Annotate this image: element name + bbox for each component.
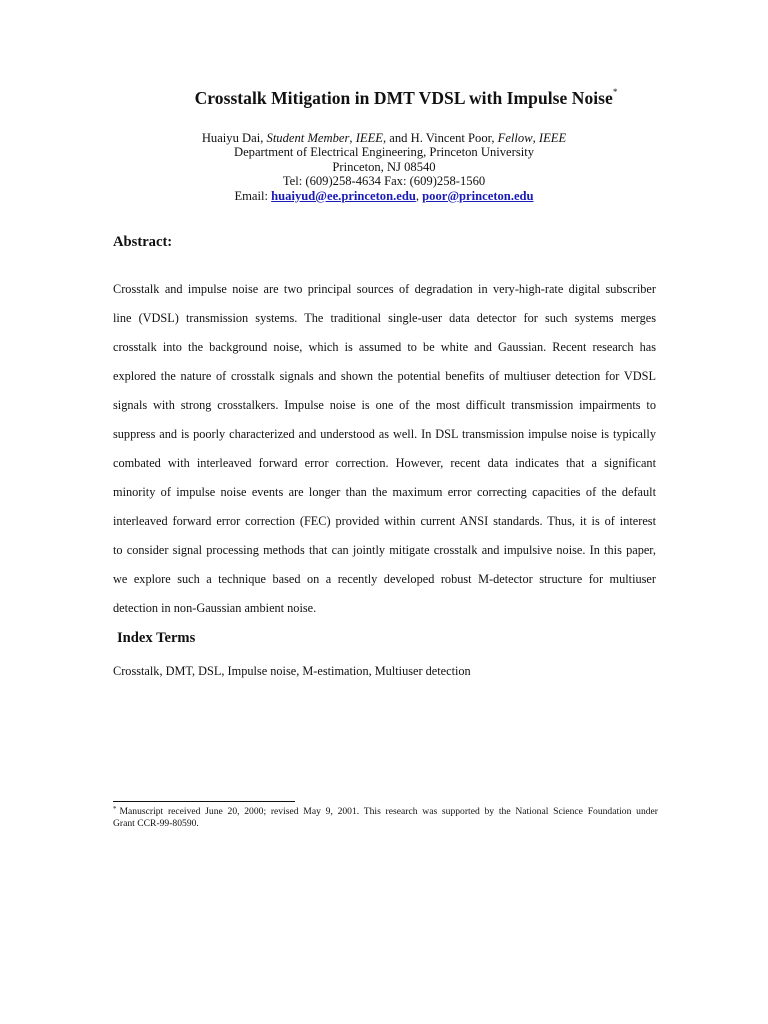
- footnote: [113, 806, 658, 830]
- paper-title-text: Crosstalk Mitigation in DMT VDSL with Impulse Noise: [194, 88, 613, 108]
- index-terms-list: Crosstalk, DMT, DSL, Impulse noise, M-estimation, Multiuser detection: [113, 664, 471, 678]
- abstract-line: crosstalk into the background noise, which is assumed to be white and Gaussian. Recent research has: [113, 340, 656, 354]
- abstract-line: line (VDSL) transmission systems. The traditional single-user data detector for such systems merges: [113, 311, 656, 325]
- abstract-line: suppress and is poorly characterized and understood as well. In DSL transmission impulse noise is typically: [113, 427, 656, 441]
- email-separator: ,: [415, 188, 423, 203]
- author-phone: Tel: (609)258-4634 Fax: (609)258-1560: [282, 174, 486, 189]
- footnote-line: Grant CCR-99-80590.: [113, 818, 199, 829]
- abstract-line: explored the nature of crosstalk signals and shown the potential benefits of multiuser detection for VDSL: [113, 369, 656, 383]
- author-city: Princeton, NJ 08540: [332, 159, 436, 174]
- author-separator-1: ,: [349, 131, 356, 145]
- abstract-line: detection in non-Gaussian ambient noise.: [113, 601, 317, 615]
- author-name-1: Huaiyu Dai,: [201, 131, 267, 145]
- footnote-mark: *: [113, 806, 117, 813]
- abstract-line: combated with interleaved forward error correction. However, recent data indicates that a significant: [113, 456, 656, 470]
- author-name-2: , and H. Vincent Poor,: [382, 131, 498, 145]
- author-role-2: Fellow: [497, 131, 533, 145]
- abstract-heading: Abstract:: [113, 234, 173, 250]
- author-block: [0, 131, 768, 203]
- author-line: [0, 131, 768, 145]
- abstract-line: Crosstalk and impulse noise are two principal sources of degradation in very-high-rate digital subscriber: [113, 282, 656, 296]
- abstract-line: minority of impulse noise events are longer than the maximum error correcting capacities of the default: [113, 485, 656, 499]
- author-role-1: Student Member: [266, 131, 350, 145]
- abstract-body: [113, 280, 656, 628]
- footnote-line: [113, 806, 658, 818]
- author-org-1: IEEE: [355, 131, 383, 145]
- author-email-line: [0, 189, 768, 203]
- email-label: Email:: [234, 188, 272, 203]
- abstract-line: interleaved forward error correction (FEC) provided within current ANSI standards. Thus, it is of interest: [113, 514, 656, 528]
- abstract-line: signals with strong crosstalkers. Impulse noise is one of the most difficult transmission impairments to: [113, 398, 656, 412]
- title-footnote-mark: *: [612, 87, 618, 98]
- footnote-divider: [113, 801, 295, 802]
- author-separator-2: ,: [532, 131, 539, 145]
- email-link-poor[interactable]: poor@princeton.edu: [422, 188, 534, 203]
- footnote-text-1: Manuscript received June 20, 2000; revised May 9, 2001. This research was supported by the National Science Foundation under: [119, 806, 658, 817]
- author-org-2: IEEE: [538, 131, 567, 145]
- author-department: Department of Electrical Engineering, Princeton University: [233, 145, 535, 160]
- index-terms-heading: Index Terms: [117, 630, 196, 646]
- email-link-huaiyud[interactable]: huaiyud@ee.princeton.edu: [271, 188, 416, 203]
- abstract-line: to consider signal processing methods that can jointly mitigate crosstalk and impulsive noise. In this paper,: [113, 543, 656, 557]
- paper-title: [0, 88, 768, 109]
- abstract-line: we explore such a technique based on a recently developed robust M-detector structure for multiuser: [113, 572, 656, 586]
